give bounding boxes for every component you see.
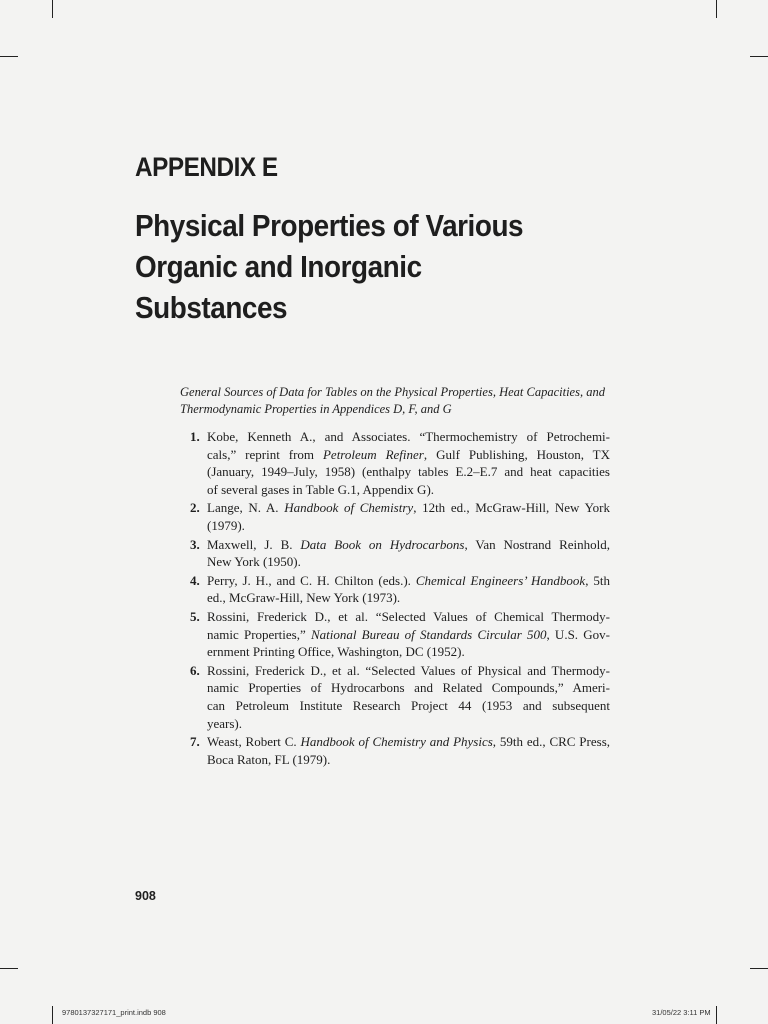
print-slug-file: 9780137327171_print.indb 908 — [62, 1008, 166, 1017]
reference-line: namic Properties,” National Bureau of Standards Circular 500, U.S. Gov- — [207, 626, 610, 642]
reference-number: 6. — [190, 662, 200, 678]
crop-mark — [750, 56, 768, 57]
crop-mark — [716, 1006, 717, 1024]
reference-number: 2. — [190, 500, 200, 516]
chapter-title-line: Organic and Inorganic — [135, 249, 422, 284]
reference-title: Handbook of Chemistry — [284, 500, 414, 516]
sources-heading-line: Thermodynamic Properties in Appendices D, F, and G — [180, 402, 452, 416]
reference-line: Maxwell, J. B. Data Book on Hydrocarbons, Van Nostrand Reinhold, — [207, 536, 610, 552]
reference-line: years). — [207, 715, 243, 731]
reference-line: Rossini, Frederick D., et al. “Selected Values of Physical and Thermody- — [207, 662, 610, 678]
crop-mark — [750, 968, 768, 969]
reference-item — [180, 536, 610, 571]
chapter-title-line: Physical Properties of Various — [135, 208, 524, 243]
reference-title: Chemical Engineers’ Handbook — [415, 572, 586, 588]
reference-line: ed., McGraw-Hill, New York (1973). — [207, 590, 401, 606]
reference-number: 3. — [190, 536, 200, 552]
sources-heading — [180, 384, 612, 418]
reference-title: Data Book on Hydrocarbons — [300, 536, 465, 552]
crop-mark — [52, 0, 53, 18]
reference-line: ernment Printing Office, Washington, DC (1952). — [207, 644, 465, 660]
sources-heading-line: General Sources of Data for Tables on the Physical Properties, Heat Capacities, and — [180, 385, 605, 399]
reference-number: 5. — [190, 608, 200, 624]
reference-line: Lange, N. A. Handbook of Chemistry, 12th ed., McGraw-Hill, New York — [207, 500, 610, 516]
reference-line: Kobe, Kenneth A., and Associates. “Thermochemistry of Petrochemi- — [207, 429, 610, 444]
reference-line: (1979). — [207, 517, 245, 533]
reference-line: Weast, Robert C. Handbook of Chemistry and Physics, 59th ed., CRC Press, — [207, 734, 610, 750]
reference-line: Perry, J. H., and C. H. Chilton (eds.). Chemical Engineers’ Handbook, 5th — [207, 572, 610, 588]
crop-mark — [716, 0, 717, 18]
reference-line: of several gases in Table G.1, Appendix G). — [207, 481, 435, 497]
reference-item — [180, 428, 610, 498]
reference-line: (January, 1949–July, 1958) (enthalpy tables E.2–E.7 and heat capacities — [207, 464, 610, 480]
chapter-title — [135, 205, 603, 328]
crop-mark — [0, 56, 18, 57]
reference-line: cals,” reprint from Petroleum Refiner, Gulf Publishing, Houston, TX — [207, 446, 611, 462]
reference-line: New York (1950). — [207, 554, 301, 570]
reference-item — [180, 733, 610, 768]
reference-line: Boca Raton, FL (1979). — [207, 751, 331, 767]
reference-title: Petroleum Refiner — [322, 446, 424, 462]
page-number: 908 — [135, 889, 156, 903]
crop-mark — [52, 1006, 53, 1024]
reference-list — [180, 428, 610, 769]
crop-mark — [0, 968, 18, 969]
reference-number: 1. — [190, 429, 200, 444]
reference-title: Handbook of Chemistry and Physics — [300, 734, 493, 750]
reference-number: 4. — [190, 572, 200, 588]
reference-line: Rossini, Frederick D., et al. “Selected Values of Chemical Thermody- — [207, 608, 610, 624]
chapter-title-line: Substances — [135, 290, 288, 325]
reference-line: namic Properties of Hydrocarbons and Related Compounds,” Ameri- — [207, 680, 610, 696]
appendix-label: APPENDIX E — [135, 152, 278, 182]
reference-item — [180, 608, 610, 661]
reference-item — [180, 572, 610, 607]
reference-title: National Bureau of Standards Circular 500 — [310, 626, 547, 642]
reference-item — [180, 499, 610, 534]
print-slug-timestamp: 31/05/22 3:11 PM — [652, 1008, 711, 1017]
reference-number: 7. — [190, 734, 200, 750]
reference-item — [180, 662, 610, 732]
reference-line: can Petroleum Institute Research Project 44 (1953 and subsequent — [207, 697, 610, 713]
